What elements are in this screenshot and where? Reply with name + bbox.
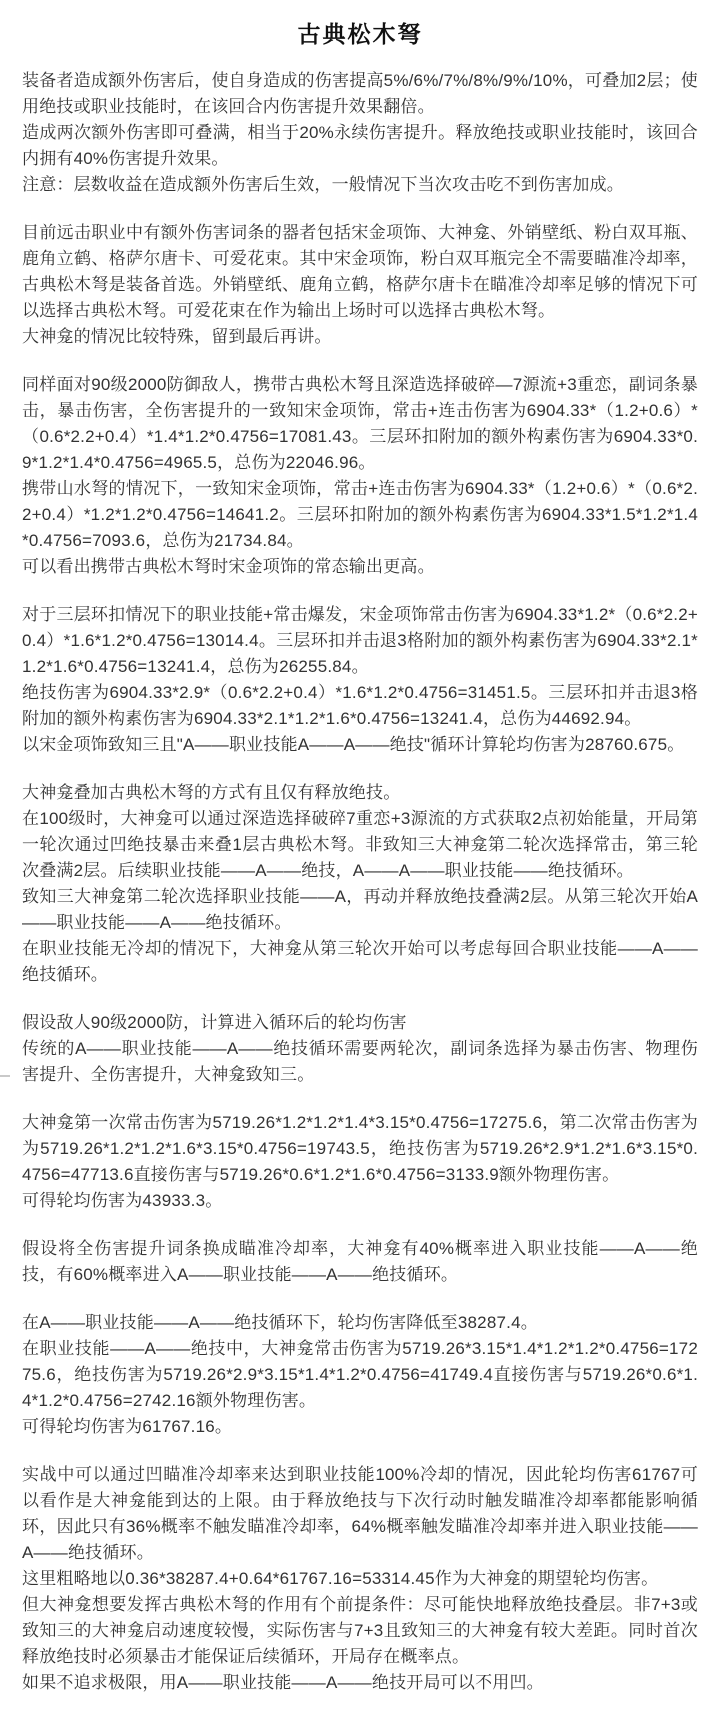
paragraph: 如果不追求极限，用A——职业技能——A——绝技开局可以不用凹。 [22,1672,544,1692]
paragraph: 同样面对90级2000防御敌人，携带古典松木弩且深造选择破碎—7源流+3重恋，副词条暴击，暴击伤害，全伤害提升的一致知宋金项饰，常击+连击伤害为6904.33*（1.2+0.6）*（0.6*2.2+0.4）*1.4*1.2*0.4756=17081.43。三层环扣附加的额外构素伤害为6904.33*0.9*1.2*1.4*0.4756=4965.5，总伤为22046.96。 [22,374,698,472]
paragraph: 绝技伤害为6904.33*2.9*（0.6*2.2+0.4）*1.6*1.2*0.4756=31451.5。三层环扣并击退3格附加的额外构素伤害为6904.33*2.1*1.2*1.6*0.4756=13241.4，总伤为44692.94。 [22,682,698,728]
paragraph: 但大神龛想要发挥古典松木弩的作用有个前提条件：尽可能快地释放绝技叠层。非7+3或致知三的大神龛启动速度较慢，实际伤害与7+3且致知三的大神龛有较大差距。同时首次释放绝技时必须暴击才能保证后续循环，开局存在概率点。 [22,1594,698,1666]
page-title: 古典松木弩 [297,21,423,47]
paragraph: 大神龛的情况比较特殊，留到最后再讲。 [22,326,332,346]
paragraph: 假设将全伤害提升词条换成瞄准冷却率，大神龛有40%概率进入职业技能——A——绝技，有60%概率进入A——职业技能——A——绝技循环。 [22,1238,698,1284]
paragraph: 目前远击职业中有额外伤害词条的器者包括宋金项饰、大神龛、外销壁纸、粉白双耳瓶、鹿角立鹤、格萨尔唐卡、可爱花束。其中宋金项饰，粉白双耳瓶完全不需要瞄准冷却率，古典松木弩是装备首选。外销壁纸、鹿角立鹤，格萨尔唐卡在瞄准冷却率足够的情况下可以选择古典松木弩。可爱花束在作为输出上场时可以选择古典松木弩。 [22,222,698,320]
paragraph: 装备者造成额外伤害后，使自身造成的伤害提高5%/6%/7%/8%/9%/10%，可叠加2层；使用绝技或职业技能时，在该回合内伤害提升效果翻倍。 [22,70,698,116]
paragraph: 对于三层环扣情况下的职业技能+常击爆发，宋金项饰常击伤害为6904.33*1.2*（0.6*2.2+0.4）*1.6*1.2*0.4756=13014.4。三层环扣并击退3格附加的额外构素伤害为6904.33*2.1*1.2*1.6*0.4756=13241.4，总伤为26255.84。 [22,604,698,676]
paragraph: 可得轮均伤害为43933.3。 [22,1190,223,1210]
left-edge-artifact [0,1075,10,1077]
paragraph: 这里粗略地以0.36*38287.4+0.64*61767.16=53314.45作为大神龛的期望轮均伤害。 [22,1568,659,1588]
paragraph: 在A——职业技能——A——绝技循环下，轮均伤害降低至38287.4。 [22,1312,538,1332]
paragraph: 注意：层数收益在造成额外伤害后生效，一般情况下当次攻击吃不到伤害加成。 [22,174,624,194]
paragraph: 实战中可以通过凹瞄准冷却率来达到职业技能100%冷却的情况，因此轮均伤害61767可以看作是大神龛能到达的上限。由于释放绝技与下次行动时触发瞄准冷却率都能影响循环，因此只有36%概率不触发瞄准冷却率，64%概率触发瞄准冷却率并进入职业技能——A——绝技循环。 [22,1464,698,1562]
paragraph: 携带山水弩的情况下，一致知宋金项饰，常击+连击伤害为6904.33*（1.2+0.6）*（0.6*2.2+0.4）*1.2*1.2*0.4756=14641.2。三层环扣附加的额外构素伤害为6904.33*1.5*1.2*1.4*0.4756=7093.6，总伤为21734.84。 [22,478,698,550]
paragraph: 在职业技能——A——绝技中，大神龛常击伤害为5719.26*3.15*1.4*1.2*1.2*0.4756=17275.6，绝技伤害为5719.26*2.9*3.15*1.4*1.2*0.4756=41749.4直接伤害与5719.26*0.6*1.4*1.2*0.4756=2742.16额外物理伤害。 [22,1338,698,1410]
paragraph: 造成两次额外伤害即可叠满，相当于20%永续伤害提升。释放绝技或职业技能时，该回合内拥有40%伤害提升效果。 [22,122,698,168]
paragraph: 假设敌人90级2000防，计算进入循环后的轮均伤害 [22,1012,407,1032]
paragraph: 在职业技能无冷却的情况下，大神龛从第三轮次开始可以考虑每回合职业技能——A——绝技循环。 [22,938,698,984]
paragraph: 在100级时，大神龛可以通过深造选择破碎7重恋+3源流的方式获取2点初始能量，开局第一轮次通过凹绝技暴击来叠1层古典松木弩。非致知三大神龛第二轮次选择常击，第三轮次叠满2层。后续职业技能——A——绝技，A——A——职业技能——绝技循环。 [22,808,698,880]
paragraph: 大神龛叠加古典松木弩的方式有且仅有释放绝技。 [22,782,401,802]
paragraph: 可以看出携带古典松木弩时宋金项饰的常态输出更高。 [22,556,435,576]
paragraph: 传统的A——职业技能——A——绝技循环需要两轮次，副词条选择为暴击伤害、物理伤害提升、全伤害提升，大神龛致知三。 [22,1038,698,1084]
paragraph: 以宋金项饰致知三且"A——职业技能A——A——绝技"循环计算轮均伤害为28760.675。 [22,734,685,754]
paragraph: 致知三大神龛第二轮次选择职业技能——A，再动并释放绝技叠满2层。从第三轮次开始A——职业技能——A——绝技循环。 [22,886,698,932]
paragraph: 可得轮均伤害为61767.16。 [22,1416,233,1436]
paragraph: 大神龛第一次常击伤害为5719.26*1.2*1.2*1.4*3.15*0.4756=17275.6，第二次常击伤害为为5719.26*1.2*1.2*1.6*3.15*0.4756=19743.5，绝技伤害为5719.26*2.9*1.2*1.6*3.15*0.4756=47713.6直接伤害与5719.26*0.6*1.2*1.6*0.4756=3133.9额外物理伤害。 [22,1112,698,1184]
